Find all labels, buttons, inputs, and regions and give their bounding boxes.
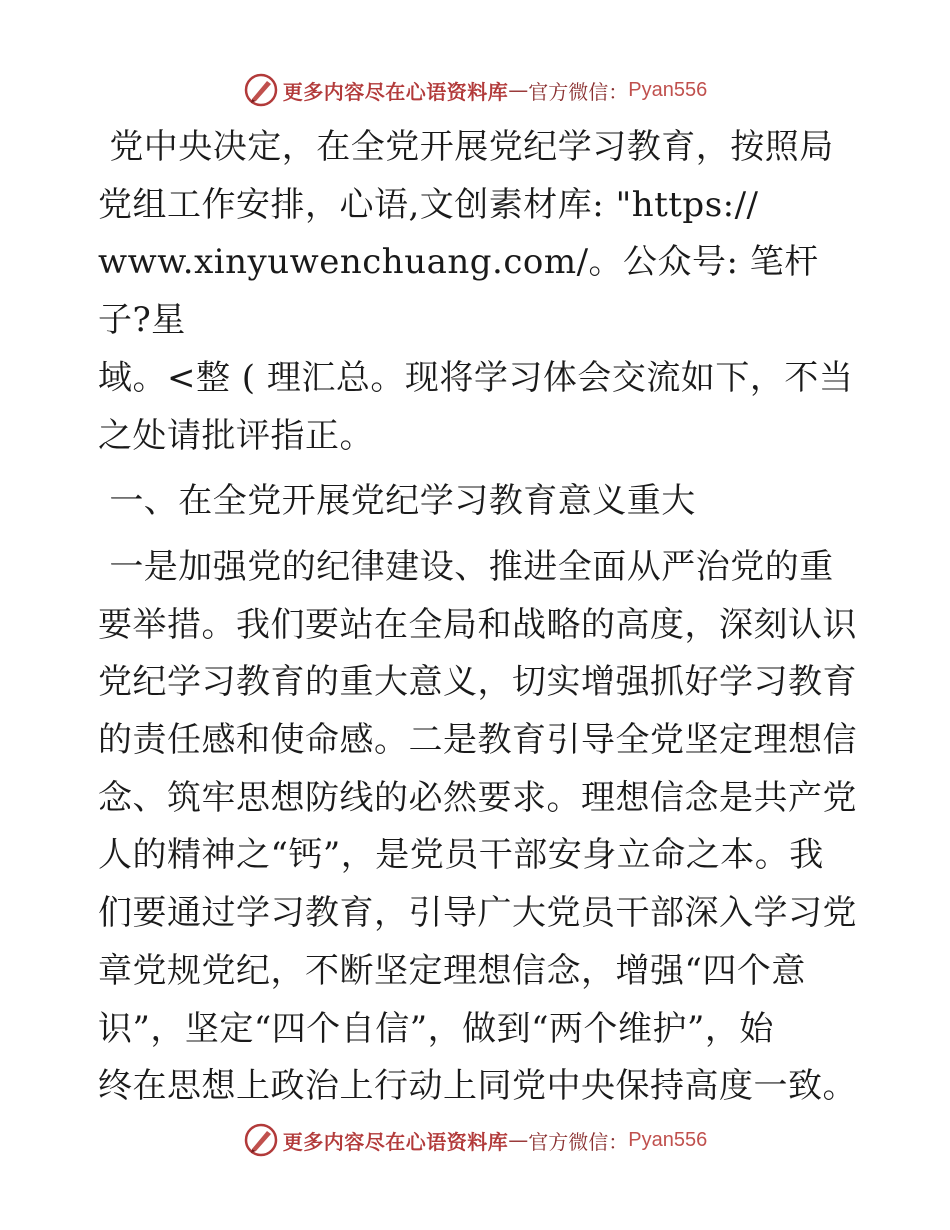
text-line: 章党规党纪，不断坚定理想信念，增强“四个意 [98,950,806,991]
document-body [98,119,858,1116]
paragraph-body [98,539,858,1116]
text-line: 识”，坚定“四个自信”，做到“两个维护”，始 [98,1008,774,1049]
text-line: 终在思想上政治上行动上同党中央保持高度一致。 [98,1066,857,1107]
text-line: 的责任感和使命感。二是教育引导全党坚定理想信 [98,720,857,761]
watermark-title: 更多内容尽在心语资料库 [282,1129,509,1154]
watermark-title: 更多内容尽在心语资料库 [282,79,509,104]
text-line: 党组工作安排，心语,文创素材库: "https:// [98,184,759,225]
text-line: 党纪学习教育的重大意义，切实增强抓好学习教育 [98,662,857,703]
paragraph-intro [98,119,858,465]
watermark-dash: — [508,78,529,102]
pen-logo-icon [243,72,279,108]
text-line: 之处请批评指正。 [98,415,374,456]
text-line: www.xinyuwenchuang.com/。公众号: 笔杆子?星 [98,242,819,341]
header-watermark [0,70,950,110]
text-line: 域。<整 ( 理汇总。现将学习体会交流如下，不当 [98,357,854,398]
watermark-dash: — [508,1128,529,1152]
pen-logo-icon [243,1122,279,1158]
watermark-wechat-id: Pyan556 [628,78,708,101]
text-line: 念、筑牢思想防线的必然要求。理想信念是共产党 [98,777,857,818]
text-line: 们要通过学习教育，引导广大党员干部深入学习党 [98,893,857,934]
heading-line: 一、在全党开展党纪学习教育意义重大 [98,481,696,522]
footer-watermark [0,1120,950,1160]
section-heading [98,473,858,531]
watermark-wechat-label: 官方微信： [528,79,629,104]
text-line: 要举措。我们要站在全局和战略的高度，深刻认识 [98,604,857,645]
text-line: 人的精神之“钙”，是党员干部安身立命之本。我 [98,835,824,876]
paragraph-gap [98,465,858,473]
watermark-wechat-label: 官方微信： [528,1129,629,1154]
text-line: 党中央决定，在全党开展党纪学习教育，按照局 [98,127,834,167]
paragraph-gap [98,531,858,539]
watermark-wechat-id: Pyan556 [628,1128,708,1151]
text-line: 一是加强党的纪律建设、推进全面从严治党的重 [98,546,834,587]
